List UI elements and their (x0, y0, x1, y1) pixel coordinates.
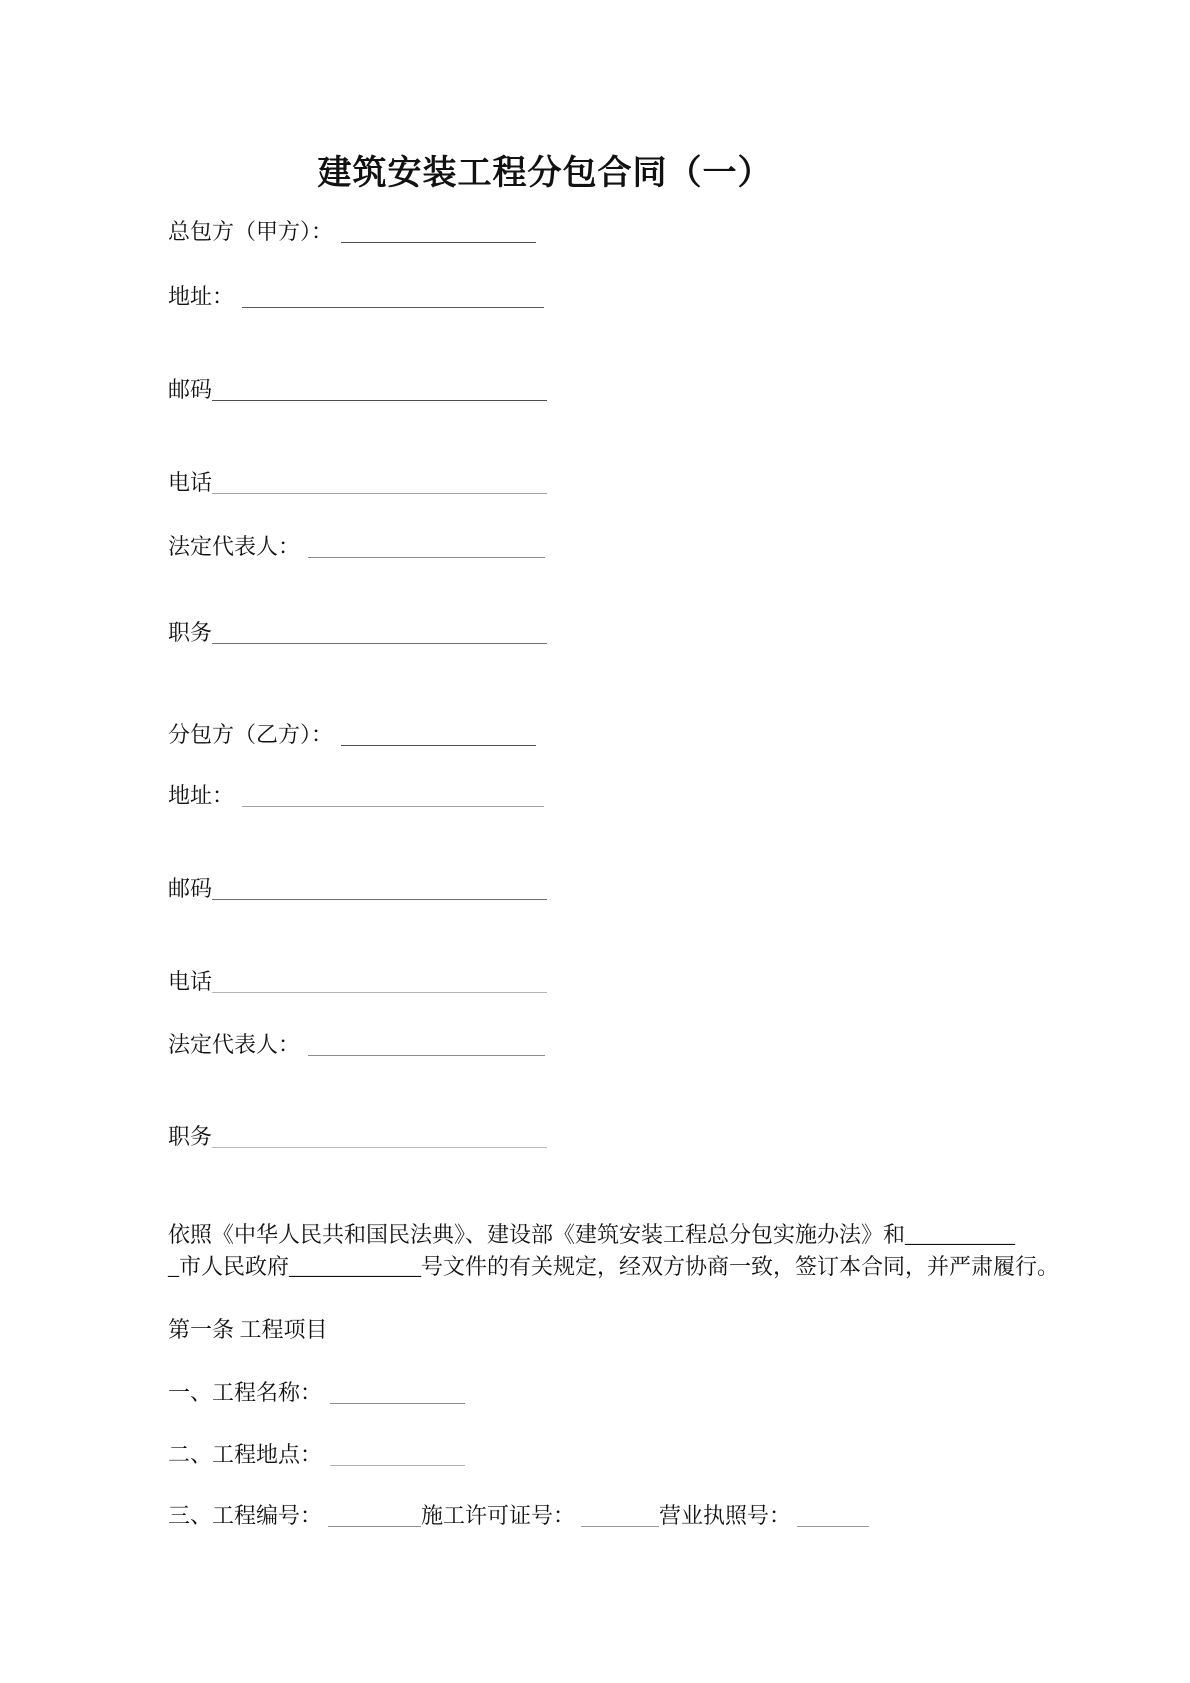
field-row-party-a-legal-representative (168, 532, 988, 562)
party-a-name-blank-input[interactable] (341, 218, 536, 243)
party-b-legal-representative-label: 法定代表人： (168, 1032, 301, 1057)
project-name-label: 一、工程名称： (168, 1380, 323, 1405)
party-a-position-label: 职务 (168, 620, 213, 645)
field-row-party-b-postcode (168, 874, 988, 904)
project-code-blank-input[interactable] (328, 1502, 421, 1527)
party-b-postcode-label: 邮码 (168, 876, 213, 901)
preamble-paragraph (168, 1219, 1060, 1283)
field-row-party-b-name (168, 720, 988, 750)
party-a-name-label: 总包方（甲方）： (168, 219, 334, 244)
field-row-party-b-position (168, 1122, 988, 1152)
party-b-name-label: 分包方（乙方）： (168, 722, 334, 747)
party-b-postcode-blank-input[interactable] (212, 875, 547, 900)
party-a-address-label: 地址： (168, 284, 235, 309)
party-a-position-blank-input[interactable] (212, 619, 547, 644)
project-name-blank-input[interactable] (330, 1379, 465, 1404)
party-a-phone-label: 电话 (168, 470, 213, 495)
party-b-name-blank-input[interactable] (341, 721, 536, 746)
project-location-blank-input[interactable] (330, 1441, 465, 1466)
business-license-no-label: 营业执照号： (659, 1503, 792, 1528)
party-a-legal-representative-label: 法定代表人： (168, 534, 301, 559)
party-b-position-label: 职务 (168, 1124, 213, 1149)
field-row-project-numbers (168, 1501, 988, 1531)
section-heading-article-1: 第一条 工程项目 (168, 1317, 328, 1342)
field-row-party-a-postcode (168, 375, 988, 405)
party-a-field-list (168, 217, 988, 648)
document-content (0, 150, 1060, 1531)
field-row-party-b-legal-representative (168, 1030, 988, 1060)
party-b-phone-blank-input[interactable] (212, 968, 547, 993)
party-b-phone-label: 电话 (168, 969, 213, 994)
party-b-position-blank-input[interactable] (212, 1123, 547, 1148)
field-row-party-b-address (168, 781, 988, 811)
project-location-label: 二、工程地点： (168, 1442, 323, 1467)
construction-permit-no-blank-input[interactable] (581, 1502, 659, 1527)
party-b-legal-representative-blank-input[interactable] (308, 1031, 545, 1056)
preamble-line-2: _市人民政府____________号文件的有关规定，经双方协商一致，签订本合同，并严肃履行。 (168, 1254, 1060, 1279)
party-b-address-blank-input[interactable] (242, 782, 544, 807)
party-a-phone-blank-input[interactable] (212, 469, 547, 494)
party-b-field-list (168, 720, 988, 1152)
preamble-line-1: 依照《中华人民共和国民法典》、建设部《建筑安装工程总分包实施办法》和__________ (168, 1222, 1016, 1247)
field-row-party-a-address (168, 282, 988, 312)
party-b-address-label: 地址： (168, 783, 235, 808)
project-code-label: 三、工程编号： (168, 1503, 323, 1528)
party-a-postcode-blank-input[interactable] (212, 376, 547, 401)
field-row-party-a-phone (168, 468, 988, 498)
party-a-postcode-label: 邮码 (168, 377, 213, 402)
field-row-project-name (168, 1378, 988, 1408)
field-row-project-location (168, 1440, 988, 1470)
field-row-party-a-name (168, 217, 988, 247)
project-item-list (168, 1378, 988, 1531)
construction-permit-no-label: 施工许可证号： (421, 1503, 576, 1528)
field-row-party-b-phone (168, 967, 988, 997)
party-a-legal-representative-blank-input[interactable] (308, 533, 545, 558)
party-a-address-blank-input[interactable] (242, 283, 544, 308)
business-license-no-blank-input[interactable] (797, 1502, 869, 1527)
document-title: 建筑安装工程分包合同（一） (317, 155, 773, 192)
field-row-party-a-position (168, 618, 988, 648)
